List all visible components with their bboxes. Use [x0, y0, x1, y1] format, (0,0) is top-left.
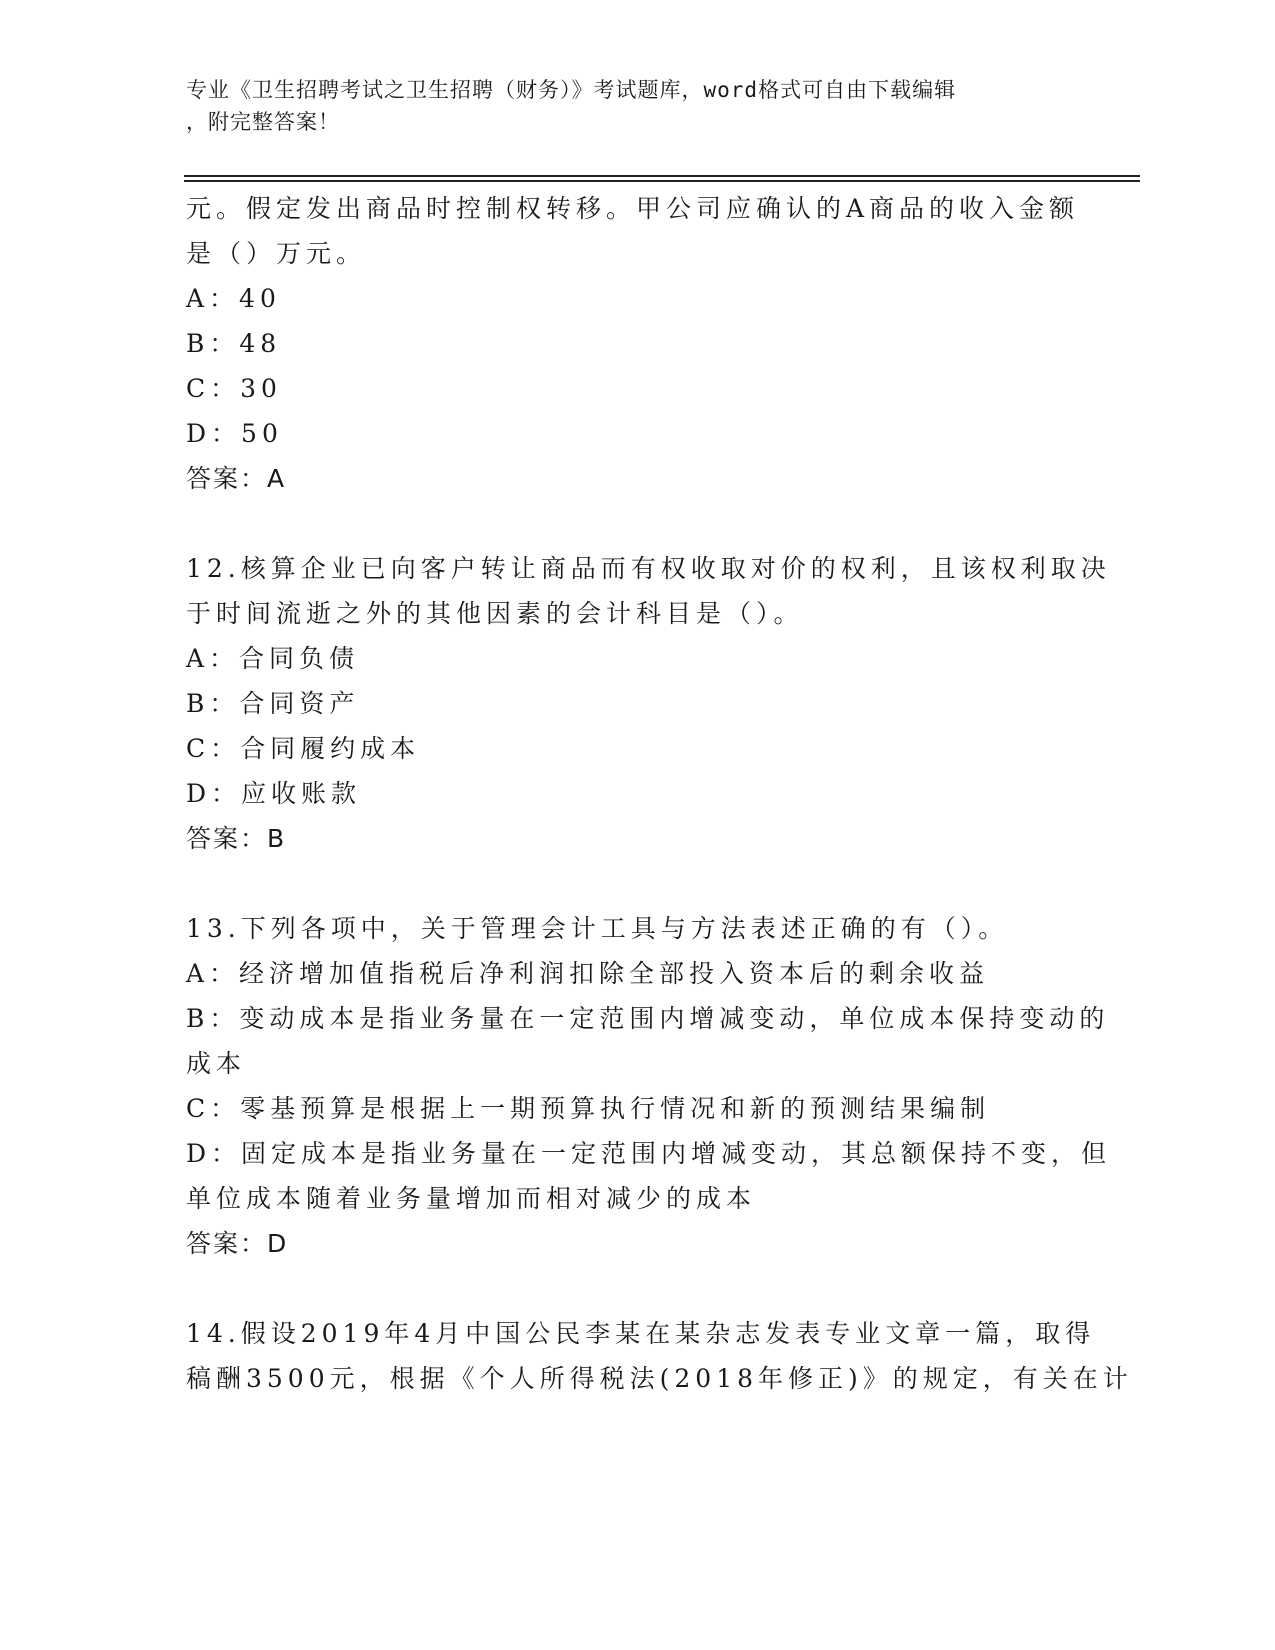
option-b: B：48 [186, 329, 282, 358]
document-header [186, 74, 1086, 138]
question-14 [186, 1311, 1133, 1401]
question-12 [186, 546, 1111, 861]
option-c: C：合同履约成本 [186, 734, 421, 763]
option-b: B：变动成本是指业务量在一定范围内增减变动，单位成本保持变动的 [186, 1004, 1110, 1033]
question-text: 元。假定发出商品时控制权转移。甲公司应确认的A商品的收入金额 [186, 194, 1080, 223]
question-text: 14.假设2019年4月中国公民李某在某杂志发表专业文章一篇，取得 [186, 1319, 1096, 1348]
question-11 [186, 186, 1086, 501]
option-d: D：应收账款 [186, 779, 362, 808]
option-c: C：零基预算是根据上一期预算执行情况和新的预测结果编制 [186, 1094, 991, 1123]
question-text: 12.核算企业已向客户转让商品而有权收取对价的权利，且该权利取决 [186, 554, 1111, 583]
option-b: B：合同资产 [186, 689, 360, 718]
header-line-1: 专业《卫生招聘考试之卫生招聘（财务）》考试题库，word格式可自由下载编辑 [186, 78, 957, 102]
question-text: 稿酬3500元，根据《个人所得税法(2018年修正)》的规定，有关在计 [186, 1364, 1133, 1393]
option-a: A：经济增加值指税后净利润扣除全部投入资本后的剩余收益 [186, 959, 990, 988]
option-a: A：合同负债 [186, 644, 360, 673]
question-13 [186, 906, 1112, 1266]
option-d-continued: 单位成本随着业务量增加而相对减少的成本 [186, 1184, 757, 1213]
header-line-2: ，附完整答案！ [186, 110, 340, 134]
answer: 答案：A [186, 464, 287, 493]
option-d: D：固定成本是指业务量在一定范围内增减变动，其总额保持不变，但 [186, 1139, 1112, 1168]
option-a: A：40 [186, 284, 281, 313]
question-text: 是（）万元。 [186, 239, 367, 268]
option-b-continued: 成本 [186, 1049, 247, 1078]
header-divider-top [184, 175, 1140, 177]
option-d: D：50 [186, 419, 283, 448]
option-c: C：30 [186, 374, 282, 403]
header-divider-bottom [184, 180, 1140, 182]
answer: 答案：B [186, 824, 287, 853]
answer: 答案：D [186, 1229, 289, 1258]
document-body [186, 186, 1133, 1401]
question-text: 于时间流逝之外的其他因素的会计科目是（）。 [186, 599, 804, 628]
question-text: 13.下列各项中，关于管理会计工具与方法表述正确的有（）。 [186, 914, 1009, 943]
